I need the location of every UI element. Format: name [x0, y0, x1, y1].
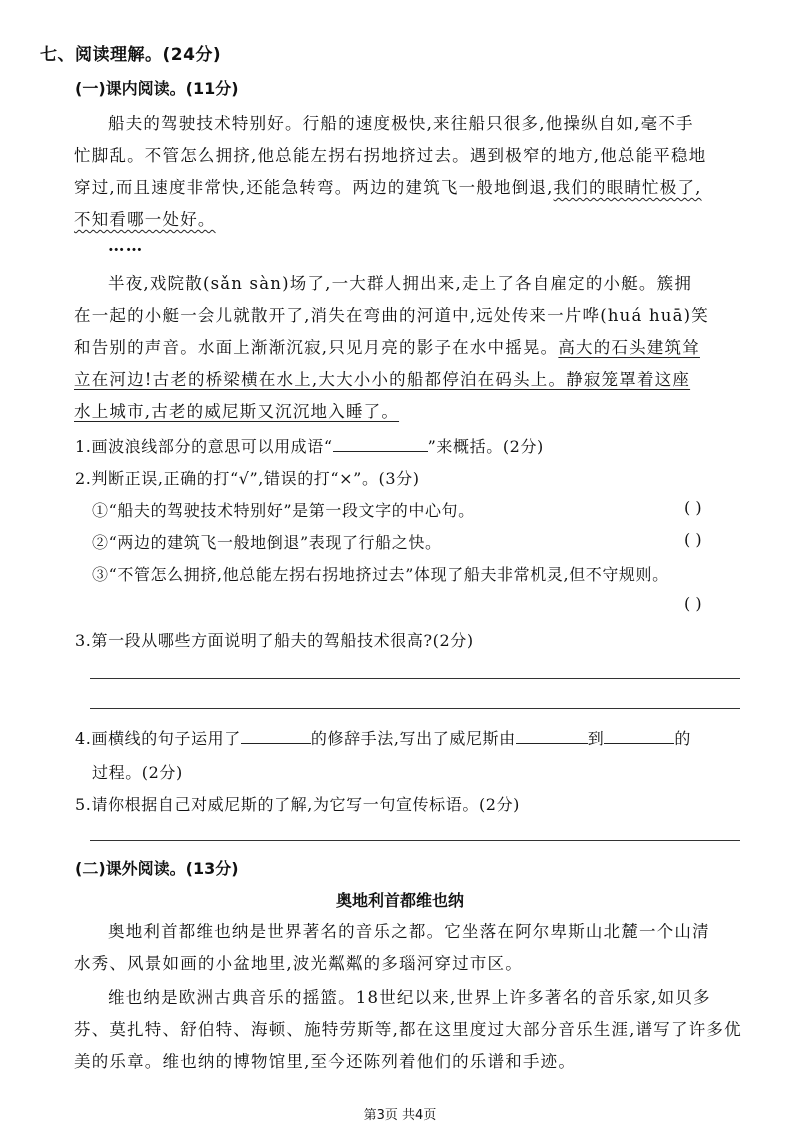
- article-line: 水秀、风景如画的小盆地里,波光粼粼的多瑙河穿过市区。: [74, 954, 523, 973]
- passage2-line: [74, 334, 700, 358]
- question-2-item-c: ③“不管怎么拥挤,他总能左拐右拐地挤过去”体现了船夫非常机灵,但不守规则。: [92, 565, 669, 584]
- underlined-text: 水上城市,古老的威尼斯又沉沉地入睡了。: [74, 402, 400, 421]
- wavy-underlined-text: 我们的眼睛忙极了,: [553, 178, 702, 197]
- answer-line[interactable]: [90, 678, 740, 679]
- answer-blank[interactable]: [604, 729, 674, 744]
- question-3: 3.第一段从哪些方面说明了船夫的驾船技术很高?(2分): [75, 631, 474, 650]
- answer-blank[interactable]: [516, 729, 588, 744]
- article-line: 芬、莫扎特、舒伯特、海顿、施特劳斯等,都在这里度过大部分音乐生涯,谱写了许多优: [74, 1020, 742, 1039]
- answer-line[interactable]: [90, 840, 740, 841]
- answer-blank[interactable]: [241, 729, 311, 744]
- passage2-line: [74, 366, 690, 390]
- passage2-line: [74, 398, 399, 422]
- section-title: 七、阅读理解。(24分): [40, 45, 222, 65]
- answer-line[interactable]: [90, 708, 740, 709]
- question-2-item-b: ②“两边的建筑飞一般地倒退”表现了行船之快。: [92, 533, 442, 552]
- underlined-text: 立在河边!古老的桥梁横在水上,大大小小的船都停泊在码头上。静寂笼罩着这座: [74, 370, 691, 389]
- answer-parentheses[interactable]: ( ): [684, 498, 702, 517]
- passage2-line: 半夜,戏院散(sǎn sàn)场了,一大群人拥出来,走上了各自雇定的小艇。簇拥: [108, 274, 693, 293]
- passage2-line: 在一起的小艇一会儿就散开了,消失在弯曲的河道中,远处传来一片哗(huá huā)笑: [74, 306, 709, 325]
- page-footer: 第3页 共4页: [363, 1108, 437, 1123]
- article-line: 维也纳是欧洲古典音乐的摇篮。18世纪以来,世界上许多著名的音乐家,如贝多: [108, 988, 711, 1007]
- question-4-line2: 过程。(2分): [92, 763, 183, 782]
- article-title: 奥地利首都维也纳: [335, 891, 464, 910]
- question-2-item-a: ①“船夫的驾驶技术特别好”是第一段文字的中心句。: [92, 501, 475, 520]
- article-line: 奥地利首都维也纳是世界著名的音乐之都。它坐落在阿尔卑斯山北麓一个山清: [108, 922, 710, 941]
- passage1-text: 穿过,而且速度非常快,还能急转弯。两边的建筑飞一般地倒退,: [74, 178, 554, 197]
- passage2-text: 和告别的声音。水面上渐渐沉寂,只见月亮的影子在水中摇晃。: [74, 338, 559, 357]
- passage1-line: 忙脚乱。不管怎么拥挤,他总能左拐右拐地挤过去。遇到极窄的地方,他总能平稳地: [74, 146, 707, 165]
- passage1-line: 船夫的驾驶技术特别好。行船的速度极快,来往船只很多,他操纵自如,毫不手: [108, 114, 694, 133]
- answer-parentheses[interactable]: ( ): [684, 530, 702, 549]
- part1-title: (一)课内阅读。(11分): [75, 79, 239, 98]
- answer-blank[interactable]: [333, 437, 428, 452]
- passage1-line: [74, 206, 216, 230]
- ellipsis: ……: [108, 236, 144, 255]
- question-1: 1.画波浪线部分的意思可以用成语“ ”来概括。(2分): [75, 437, 544, 456]
- answer-parentheses[interactable]: ( ): [684, 594, 702, 613]
- question-2: 2.判断正误,正确的打“√”,错误的打“×”。(3分): [75, 469, 420, 488]
- passage1-line: [74, 174, 702, 198]
- question-4: 4.画横线的句子运用了 的修辞手法,写出了威尼斯由 到 的: [75, 729, 691, 748]
- underlined-text: 高大的石头建筑耸: [558, 338, 700, 357]
- question-5: 5.请你根据自己对威尼斯的了解,为它写一句宣传标语。(2分): [75, 795, 521, 814]
- wavy-underlined-text: 不知看哪一处好。: [74, 210, 216, 229]
- part2-title: (二)课外阅读。(13分): [75, 859, 239, 878]
- article-line: 美的乐章。维也纳的博物馆里,至今还陈列着他们的乐谱和手迹。: [74, 1052, 577, 1071]
